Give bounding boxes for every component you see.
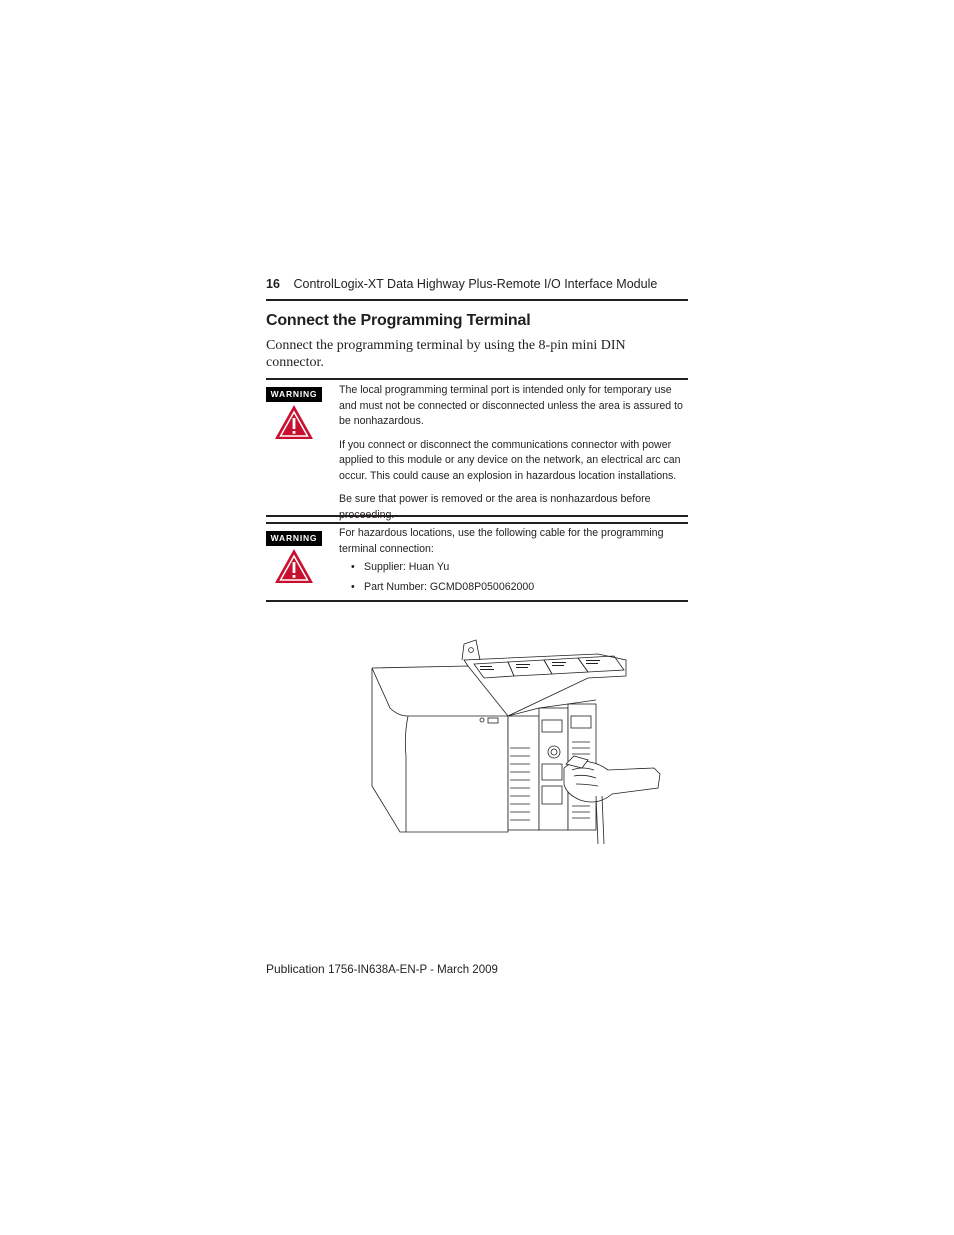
warning1-text	[339, 383, 689, 531]
warning2-paragraph: For hazardous locations, use the following cable for the programming terminal connection:	[339, 527, 664, 555]
warning-divider-rule	[266, 515, 688, 517]
warning1-paragraph: Be sure that power is removed or the area is nonhazardous before	[339, 493, 651, 505]
intro-paragraph: Connect the programming terminal by using the 8-pin mini DIN connector.	[266, 338, 626, 370]
list-item: • Supplier: Huan Yu	[339, 560, 689, 576]
warning2-bullet-list	[339, 560, 689, 595]
warning1-top-rule	[266, 378, 688, 380]
page-footer	[266, 962, 498, 976]
footer-label: Publication	[266, 962, 325, 976]
page-number: 16	[266, 277, 280, 291]
publication-id: 1756-IN638A-EN-P - March 2009	[328, 964, 498, 976]
warning2-top-rule	[266, 522, 688, 524]
warning2-bottom-rule	[266, 600, 688, 602]
running-title: ControlLogix-XT Data Highway Plus-Remote I/O Interface Module	[293, 277, 658, 291]
warning2-text	[339, 526, 689, 599]
warning1-paragraph: The local programming terminal port is intended only for temporary use and must not be connected or disconnected unless the area is assured to be nonhazardous.	[339, 384, 683, 427]
warning1-paragraph: If you connect or disconnect the communications connector with power applied to this module or any device on the network, an electrical arc can occur. This could cause an explosion in hazardous location installations.	[339, 438, 681, 482]
warning2-badge: WARNING	[266, 531, 322, 546]
controllogix-chassis-illustration	[368, 636, 662, 846]
warning-triangle-icon	[273, 403, 315, 441]
section-heading: Connect the Programming Terminal	[266, 312, 531, 329]
list-item: • Part Number: GCMD08P050062000	[339, 580, 689, 596]
page-header	[266, 276, 688, 300]
warning-triangle-icon	[273, 547, 315, 585]
warning1-badge: WARNING	[266, 387, 322, 402]
header-rule	[266, 299, 688, 301]
